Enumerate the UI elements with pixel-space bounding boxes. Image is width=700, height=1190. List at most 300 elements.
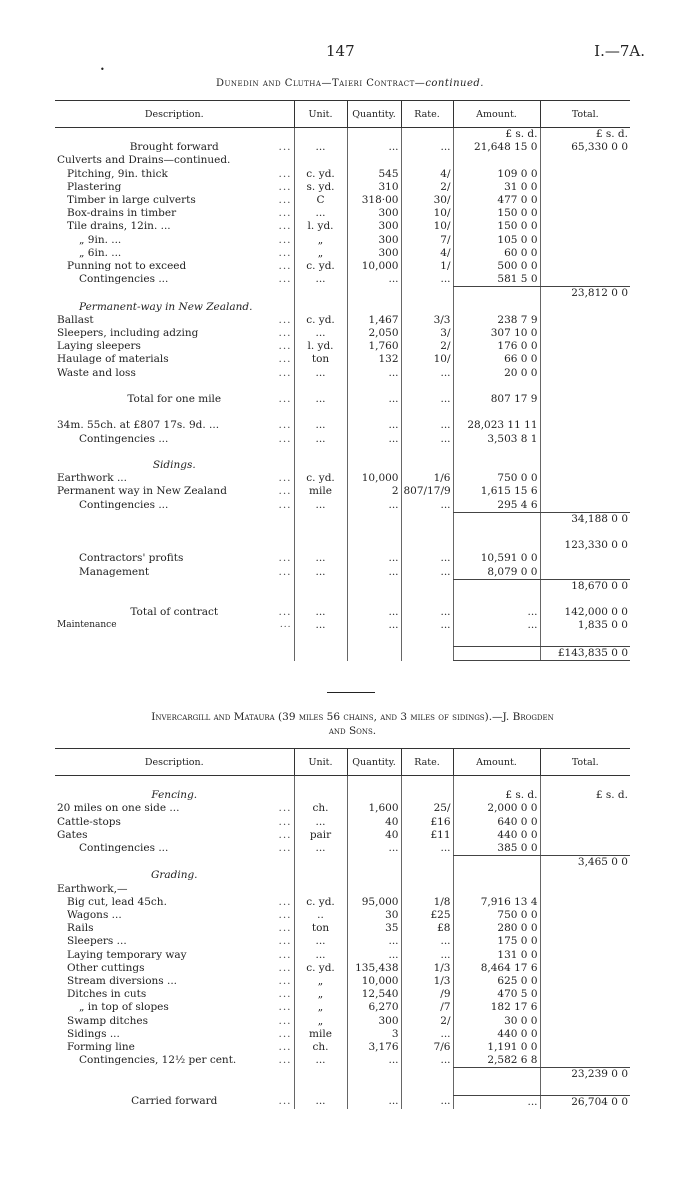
table-row [55, 301, 630, 314]
cell-desc: 34m. 55ch. at £807 17s. 9d. ... ... [57, 419, 292, 432]
cell-desc: Total of contract ... [130, 606, 292, 619]
cell-amount: 307 10 0 [453, 327, 540, 340]
document-code: I.—7A. [594, 42, 645, 60]
cell-total: 142,000 0 0 [540, 606, 630, 619]
cell-unit [294, 1068, 347, 1082]
table-row [55, 1095, 630, 1109]
cell-unit: l. yd. [294, 340, 347, 353]
cell-total [540, 883, 630, 896]
cell-amount: ... [453, 606, 540, 619]
table-row [55, 593, 630, 606]
cell-qty: ... [347, 273, 401, 287]
cell-unit: c. yd. [294, 260, 347, 273]
cell-rate: £11 [401, 829, 453, 842]
table-row [55, 433, 630, 446]
cell-rate [401, 646, 453, 660]
cell-qty [347, 593, 401, 606]
cell-unit [294, 633, 347, 647]
table-row [55, 842, 630, 856]
cell-rate [401, 869, 453, 882]
cell-unit: c. yd. [294, 472, 347, 485]
cell-amount [453, 593, 540, 606]
cell-qty: 318·00 [347, 194, 401, 207]
cell-desc [55, 446, 294, 459]
cell-rate: ... [401, 552, 453, 565]
cell-unit: ... [294, 367, 347, 380]
cell-rate [401, 287, 453, 301]
cell-rate: 1/6 [401, 472, 453, 485]
cell-amount: 2,000 0 0 [453, 802, 540, 815]
cell-unit: ... [294, 606, 347, 619]
cell-rate: ... [401, 419, 453, 432]
cell-unit [294, 593, 347, 606]
cell-amount [453, 856, 540, 870]
cell-total [540, 776, 630, 790]
cell-amount: 150 0 0 [453, 220, 540, 233]
cell-total [540, 234, 630, 247]
cell-desc: Culverts and Drains—continued. [57, 154, 231, 167]
cell-rate: 4/ [401, 247, 453, 260]
cell-desc [55, 776, 294, 790]
cell-total [540, 869, 630, 882]
cell-rate: ... [401, 619, 453, 632]
table-row [55, 499, 630, 513]
header-amount: Amount. [453, 749, 540, 776]
cell-amount: 640 0 0 [453, 816, 540, 829]
cell-desc [55, 512, 294, 526]
cell-total [540, 367, 630, 380]
cell-total [540, 1054, 630, 1068]
cell-rate [401, 128, 453, 142]
cell-rate [401, 446, 453, 459]
cell-total [540, 301, 630, 314]
cell-unit [294, 883, 347, 896]
cell-rate: 10/ [401, 220, 453, 233]
cell-qty: 30 [347, 909, 401, 922]
section1-table [55, 100, 630, 661]
cell-qty [347, 633, 401, 647]
cell-total [540, 327, 630, 340]
cell-desc: Haulage of materials ... [57, 353, 292, 366]
cell-rate: ... [401, 393, 453, 406]
cell-desc: Sidings ... ... [67, 1027, 292, 1040]
header-unit: Unit. [294, 101, 347, 128]
cell-total [540, 842, 630, 856]
cell-desc [55, 128, 294, 142]
cell-amount [453, 633, 540, 647]
cell-rate [401, 406, 453, 419]
cell-unit: „ [294, 975, 347, 988]
table-row [55, 141, 630, 154]
cell-desc: Sleepers, including adzing ... [57, 327, 292, 340]
cell-total: 26,704 0 0 [540, 1095, 630, 1109]
table-row [55, 1015, 630, 1028]
cell-amount [453, 287, 540, 301]
cell-qty: ... [347, 499, 401, 513]
cell-qty: 300 [347, 1015, 401, 1028]
cell-amount [453, 579, 540, 593]
cell-unit: ch. [294, 802, 347, 815]
cell-desc: 20 miles on one side ... ... [57, 802, 292, 815]
cell-unit: ... [294, 842, 347, 856]
cell-amount: 2,582 6 8 [453, 1054, 540, 1068]
cell-unit: ... [294, 566, 347, 580]
cell-unit: ... [294, 433, 347, 446]
cell-rate: 3/3 [401, 314, 453, 327]
cell-desc [55, 1082, 294, 1096]
cell-total [540, 935, 630, 948]
cell-unit [294, 380, 347, 393]
cell-qty [347, 406, 401, 419]
cell-unit: mile [294, 1028, 347, 1041]
cell-rate: /7 [401, 1001, 453, 1014]
cell-amount: ... [453, 1095, 540, 1109]
cell-qty [347, 856, 401, 870]
cell-amount: 807 17 9 [453, 393, 540, 406]
cell-rate [401, 789, 453, 802]
cell-qty: 132 [347, 353, 401, 366]
cell-rate [401, 633, 453, 647]
cell-qty: 6,270 [347, 1001, 401, 1014]
table-row [55, 776, 630, 790]
table-row [55, 234, 630, 247]
table-row [55, 526, 630, 539]
table-row [55, 789, 630, 802]
cell-rate: 1/3 [401, 962, 453, 975]
cell-desc: Ballast ... [57, 313, 292, 326]
table-row [55, 552, 630, 565]
header-description: Description. [55, 101, 294, 128]
cell-desc [55, 380, 294, 393]
cell-amount: 8,464 17 6 [453, 962, 540, 975]
cell-amount: 3,503 8 1 [453, 433, 540, 446]
cell-unit [294, 287, 347, 301]
cell-amount [453, 526, 540, 539]
cell-qty [347, 579, 401, 593]
cell-rate: ... [401, 1054, 453, 1068]
cell-unit: ch. [294, 1041, 347, 1054]
cell-total: 34,188 0 0 [540, 512, 630, 526]
cell-amount: 182 17 6 [453, 1001, 540, 1014]
table-row [55, 1028, 630, 1041]
cell-rate: 25/ [401, 802, 453, 815]
cell-rate: 2/ [401, 181, 453, 194]
table-row [55, 273, 630, 287]
cell-unit [294, 1082, 347, 1096]
table-row [55, 539, 630, 552]
cell-desc [55, 646, 294, 660]
cell-qty [347, 287, 401, 301]
cell-rate [401, 776, 453, 790]
cell-amount [453, 883, 540, 896]
cell-unit: „ [294, 1001, 347, 1014]
table-row [55, 393, 630, 406]
cell-total [540, 247, 630, 260]
cell-amount: 280 0 0 [453, 922, 540, 935]
cell-desc: „ 6in. ... ... [79, 246, 292, 259]
cell-total: 18,670 0 0 [540, 579, 630, 593]
cell-amount: 750 0 0 [453, 909, 540, 922]
cell-total: 23,812 0 0 [540, 287, 630, 301]
cell-desc: Total for one mile ... [127, 393, 292, 406]
table-row [55, 988, 630, 1001]
cell-rate [401, 883, 453, 896]
cell-desc: Gates ... [57, 828, 292, 841]
cell-desc [55, 579, 294, 593]
cell-desc: Plastering ... [67, 180, 292, 193]
cell-qty: 10,000 [347, 260, 401, 273]
cell-desc: Other cuttings ... [67, 961, 292, 974]
cell-unit [294, 579, 347, 593]
cell-desc: Cattle-stops ... [57, 815, 292, 828]
cell-amount [453, 446, 540, 459]
table-row [55, 909, 630, 922]
cell-total [540, 988, 630, 1001]
cell-total [540, 922, 630, 935]
header-unit: Unit. [294, 749, 347, 776]
cell-total [540, 194, 630, 207]
table-row [55, 220, 630, 233]
cell-amount [453, 1068, 540, 1082]
cell-rate [401, 1082, 453, 1096]
table-row [55, 380, 630, 393]
cell-rate: £8 [401, 922, 453, 935]
cell-desc: Laying temporary way ... [67, 948, 292, 961]
cell-unit: ... [294, 327, 347, 340]
cell-desc: Sleepers ... ... [67, 935, 292, 948]
cell-desc [55, 539, 294, 552]
cell-unit: ... [294, 1054, 347, 1068]
cell-total [540, 499, 630, 513]
cell-unit [294, 526, 347, 539]
cell-amount [453, 380, 540, 393]
cell-amount: 8,079 0 0 [453, 566, 540, 580]
cell-total [540, 314, 630, 327]
cell-amount: 30 0 0 [453, 1015, 540, 1028]
cell-total [540, 829, 630, 842]
cell-qty: 10,000 [347, 472, 401, 485]
cell-total [540, 949, 630, 962]
table-row [55, 406, 630, 419]
cell-total [540, 909, 630, 922]
header-description: Description. [55, 749, 294, 776]
cell-amount: 131 0 0 [453, 949, 540, 962]
cell-rate: ... [401, 949, 453, 962]
cell-amount: 385 0 0 [453, 842, 540, 856]
cell-amount: £ s. d. [453, 128, 540, 142]
cell-unit [294, 128, 347, 142]
cell-desc: „ in top of slopes ... [79, 1001, 292, 1014]
cell-qty: ... [347, 1095, 401, 1109]
cell-qty [347, 1082, 401, 1096]
table-row [55, 247, 630, 260]
cell-total: 123,330 0 0 [540, 539, 630, 552]
page-number: 147 [326, 42, 355, 60]
cell-desc [55, 287, 294, 301]
cell-qty [347, 883, 401, 896]
cell-amount: 440 0 0 [453, 1028, 540, 1041]
table-row [55, 975, 630, 988]
cell-rate: ... [401, 141, 453, 154]
cell-total [540, 393, 630, 406]
cell-desc [55, 406, 294, 419]
page-header [0, 42, 700, 64]
cell-unit: ton [294, 922, 347, 935]
cell-rate: £16 [401, 816, 453, 829]
table-row [55, 579, 630, 593]
cell-rate [401, 380, 453, 393]
cell-rate: ... [401, 499, 453, 513]
table-row [55, 419, 630, 432]
table-row [55, 816, 630, 829]
cell-desc: Punning not to exceed ... [67, 260, 292, 273]
cell-qty: ... [347, 1054, 401, 1068]
table-row [55, 367, 630, 380]
cell-total [540, 802, 630, 815]
cell-rate: 10/ [401, 353, 453, 366]
cell-amount: 21,648 15 0 [453, 141, 540, 154]
cell-unit: mile [294, 485, 347, 498]
table-row [55, 1001, 630, 1014]
table-row [55, 314, 630, 327]
cell-desc: Sidings. [152, 459, 196, 472]
table-row [55, 168, 630, 181]
cell-total [540, 962, 630, 975]
cell-qty: 35 [347, 922, 401, 935]
cell-qty: 12,540 [347, 988, 401, 1001]
cell-qty: 300 [347, 220, 401, 233]
cell-total [540, 485, 630, 498]
cell-unit [294, 646, 347, 660]
cell-unit: c. yd. [294, 962, 347, 975]
cell-unit [294, 856, 347, 870]
table-row [55, 962, 630, 975]
cell-unit: ... [294, 393, 347, 406]
cell-desc [55, 526, 294, 539]
table-row [55, 1041, 630, 1054]
table-row [55, 922, 630, 935]
table-row [55, 287, 630, 301]
cell-rate: 2/ [401, 1015, 453, 1028]
cell-total [540, 340, 630, 353]
cell-amount: 238 7 9 [453, 314, 540, 327]
table-row [55, 606, 630, 619]
cell-unit [294, 406, 347, 419]
section1-title: Dunedin and Clutha—Taieri Contract—continued. [216, 78, 484, 89]
cell-unit: ... [294, 1095, 347, 1109]
cell-rate [401, 526, 453, 539]
table-row [55, 340, 630, 353]
cell-desc: „ 9in. ... ... [79, 233, 292, 246]
cell-desc: Maintenance ... [57, 620, 292, 631]
cell-rate: 30/ [401, 194, 453, 207]
cell-total [540, 552, 630, 565]
cell-total: 3,465 0 0 [540, 856, 630, 870]
table-row [55, 869, 630, 882]
cell-desc: Waste and loss ... [57, 366, 292, 379]
cell-rate [401, 539, 453, 552]
cell-qty: 135,438 [347, 962, 401, 975]
section2-table-wrap [55, 748, 630, 1109]
table-row [55, 459, 630, 472]
cell-qty: ... [347, 393, 401, 406]
cell-qty [347, 512, 401, 526]
cell-total: 1,835 0 0 [540, 619, 630, 632]
cell-rate: ... [401, 273, 453, 287]
table-row [55, 949, 630, 962]
cell-desc: Stream diversions ... ... [67, 975, 292, 988]
cell-rate: 1/ [401, 260, 453, 273]
cell-desc: Fencing. [151, 789, 198, 802]
cell-qty: 40 [347, 816, 401, 829]
table-row [55, 207, 630, 220]
cell-qty: ... [347, 433, 401, 446]
cell-qty [347, 1068, 401, 1082]
cell-qty: ... [347, 419, 401, 432]
cell-total [540, 446, 630, 459]
cell-desc: Tile drains, 12in. ... ... [67, 220, 292, 233]
cell-qty: 300 [347, 207, 401, 220]
cell-amount: 176 0 0 [453, 340, 540, 353]
cell-total [540, 433, 630, 446]
cell-qty [347, 301, 401, 314]
cell-qty [347, 459, 401, 472]
cell-unit [294, 776, 347, 790]
cell-qty: 2 [347, 485, 401, 498]
cell-qty: 300 [347, 234, 401, 247]
cell-total [540, 593, 630, 606]
cell-amount: 31 0 0 [453, 181, 540, 194]
cell-qty [347, 789, 401, 802]
table-row [55, 154, 630, 167]
cell-qty: ... [347, 552, 401, 565]
cell-total [540, 260, 630, 273]
cell-total [540, 273, 630, 287]
cell-total [540, 459, 630, 472]
cell-total [540, 181, 630, 194]
cell-total [540, 896, 630, 909]
cell-rate: 2/ [401, 340, 453, 353]
cell-unit [294, 446, 347, 459]
cell-unit: ... [294, 816, 347, 829]
header-amount: Amount. [453, 101, 540, 128]
cell-desc: Rails ... [67, 922, 292, 935]
cell-total [540, 472, 630, 485]
cell-unit: ... [294, 207, 347, 220]
cell-amount: 150 0 0 [453, 207, 540, 220]
cell-rate: ... [401, 433, 453, 446]
cell-rate: 1/8 [401, 896, 453, 909]
cell-amount: 20 0 0 [453, 367, 540, 380]
cell-amount [453, 539, 540, 552]
cell-total [540, 633, 630, 647]
cell-qty: 40 [347, 829, 401, 842]
cell-desc: Earthwork,— [57, 882, 128, 895]
table-row [55, 512, 630, 526]
cell-desc [55, 633, 294, 647]
cell-amount: 477 0 0 [453, 194, 540, 207]
section-separator [327, 692, 375, 693]
cell-total: £143,835 0 0 [540, 646, 630, 660]
cell-qty [347, 446, 401, 459]
cell-amount: 10,591 0 0 [453, 552, 540, 565]
cell-amount [453, 154, 540, 167]
cell-unit: c. yd. [294, 896, 347, 909]
cell-desc: Permanent way in New Zealand ... [57, 485, 292, 498]
cell-desc: Big cut, lead 45ch. ... [67, 895, 292, 908]
header-quantity: Quantity. [347, 749, 401, 776]
table-row [55, 194, 630, 207]
